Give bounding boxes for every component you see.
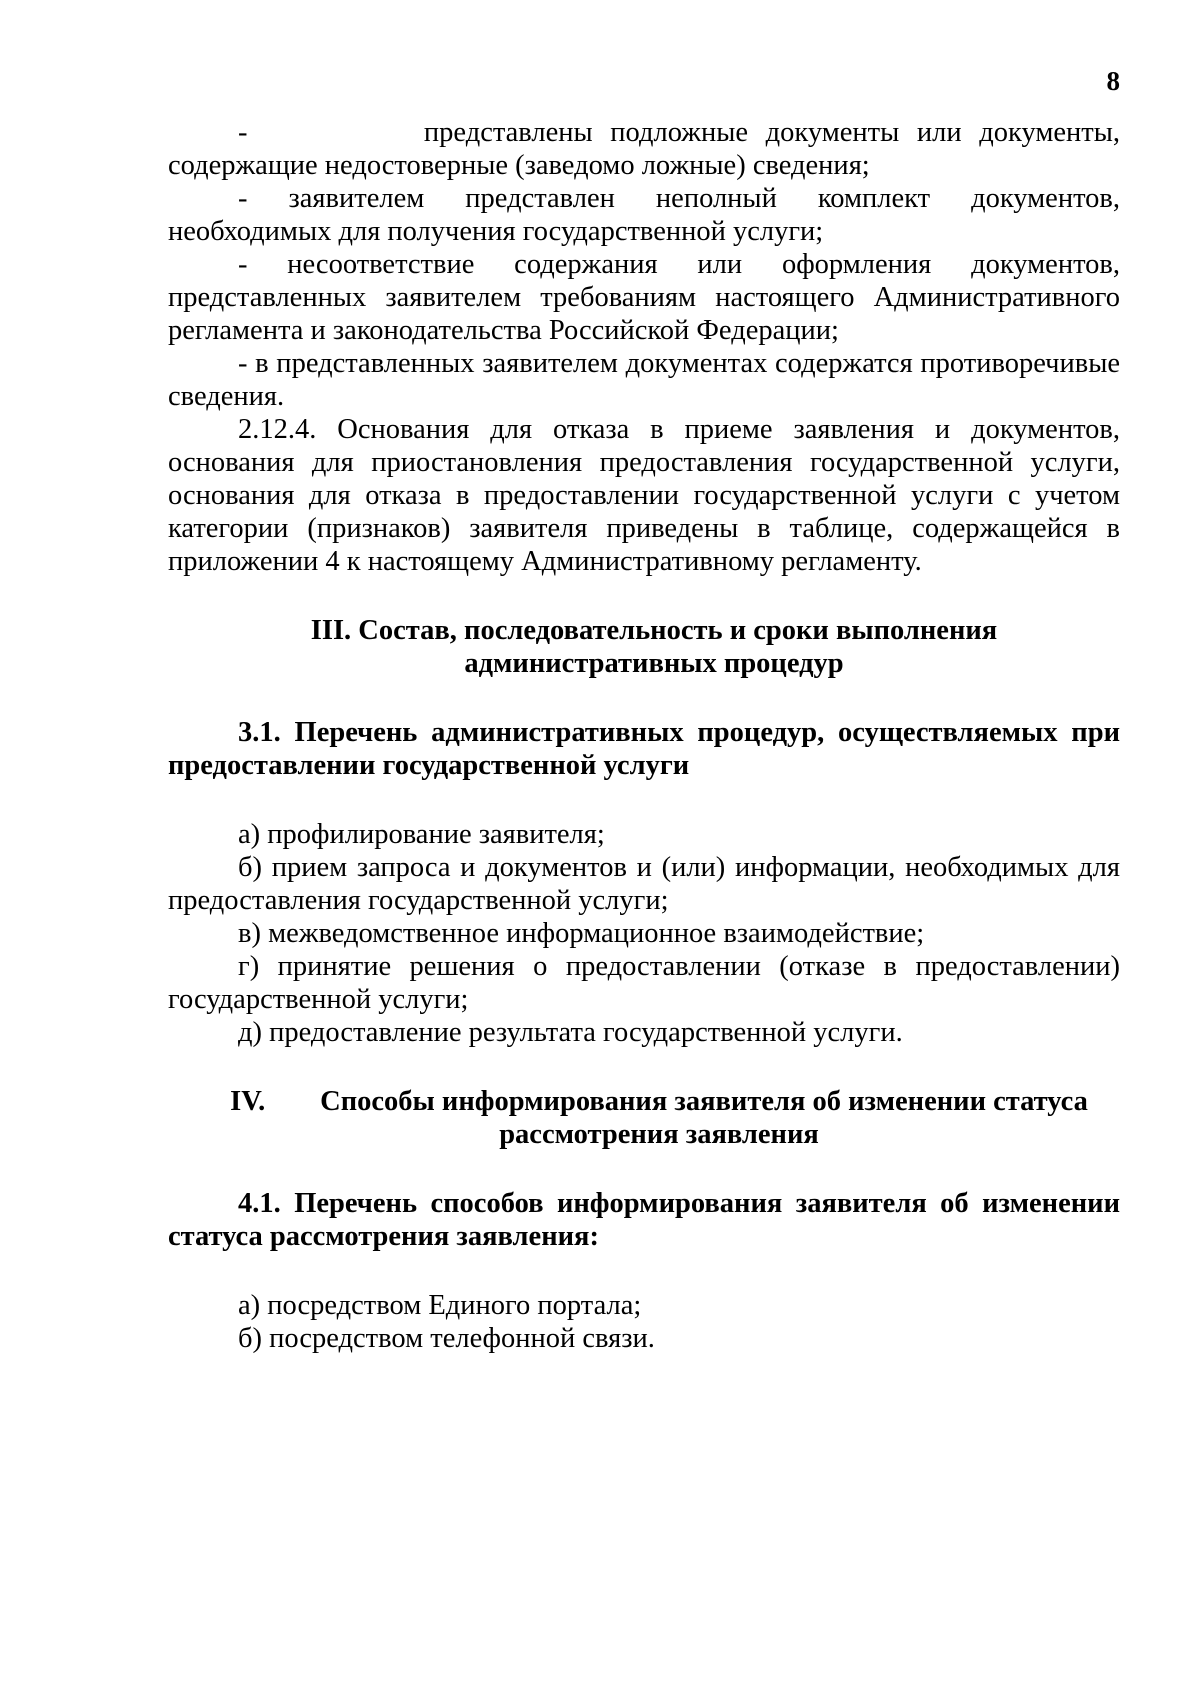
- document-body: [168, 116, 1120, 1355]
- clause-2-12-4: 2.12.4. Основания для отказа в приеме заявления и документов, основания для приостановления предоставления государственной услуги, основания для отказа в предоставлении государственной услуги с учетом категории (признаков) заявителя приведены в таблице, содержащейся в приложении 4 к настоящему Административному регламенту.: [168, 414, 1120, 577]
- section-4-title-line-2: рассмотрения заявления: [499, 1119, 819, 1150]
- list-item: - в представленных заявителем документах содержатся противоречивые сведения.: [168, 348, 1120, 412]
- list-item: - заявителем представлен неполный комплект документов, необходимых для получения государственной услуги;: [168, 183, 1120, 247]
- list-item: а) посредством Единого портала;: [238, 1290, 642, 1321]
- list-item: в) межведомственное информационное взаимодействие;: [238, 918, 925, 949]
- list-item: - несоответствие содержания или оформления документов, представленных заявителем требованиям настоящего Административного регламента и законодательства Российской Федерации;: [168, 249, 1120, 346]
- section-3-title-line-1: III. Состав, последовательность и сроки выполнения: [310, 615, 998, 646]
- list-item: б) посредством телефонной связи.: [238, 1323, 655, 1354]
- subsection-3-1-heading: 3.1. Перечень административных процедур, осуществляемых при предоставлении государственной услуги: [168, 717, 1120, 781]
- page-number: 8: [1106, 66, 1120, 96]
- procedures-list: [168, 818, 1120, 1049]
- section-3-heading: [168, 614, 1120, 680]
- subsection-4-1-heading: 4.1. Перечень способов информирования заявителя об изменении статуса рассмотрения заявления:: [168, 1188, 1120, 1252]
- list-item: д) предоставление результата государственной услуги.: [238, 1017, 903, 1048]
- list-item: а) профилирование заявителя;: [238, 819, 605, 850]
- list-item: г) принятие решения о предоставлении (отказе в предоставлении) государственной услуги;: [168, 951, 1120, 1015]
- section-3-title-line-2: административных процедур: [464, 648, 844, 679]
- list-item: - представлены подложные документы или документы, содержащие недостоверные (заведомо ложные) сведения;: [168, 117, 1120, 181]
- section-4-number: IV.: [230, 1086, 266, 1117]
- section-4-title-line-1: Способы информирования заявителя об изменении статуса: [320, 1086, 1088, 1117]
- section-4-heading: [168, 1085, 1120, 1151]
- list-item: б) прием запроса и документов и (или) информации, необходимых для предоставления государственной услуги;: [168, 852, 1120, 916]
- methods-list: [168, 1289, 1120, 1355]
